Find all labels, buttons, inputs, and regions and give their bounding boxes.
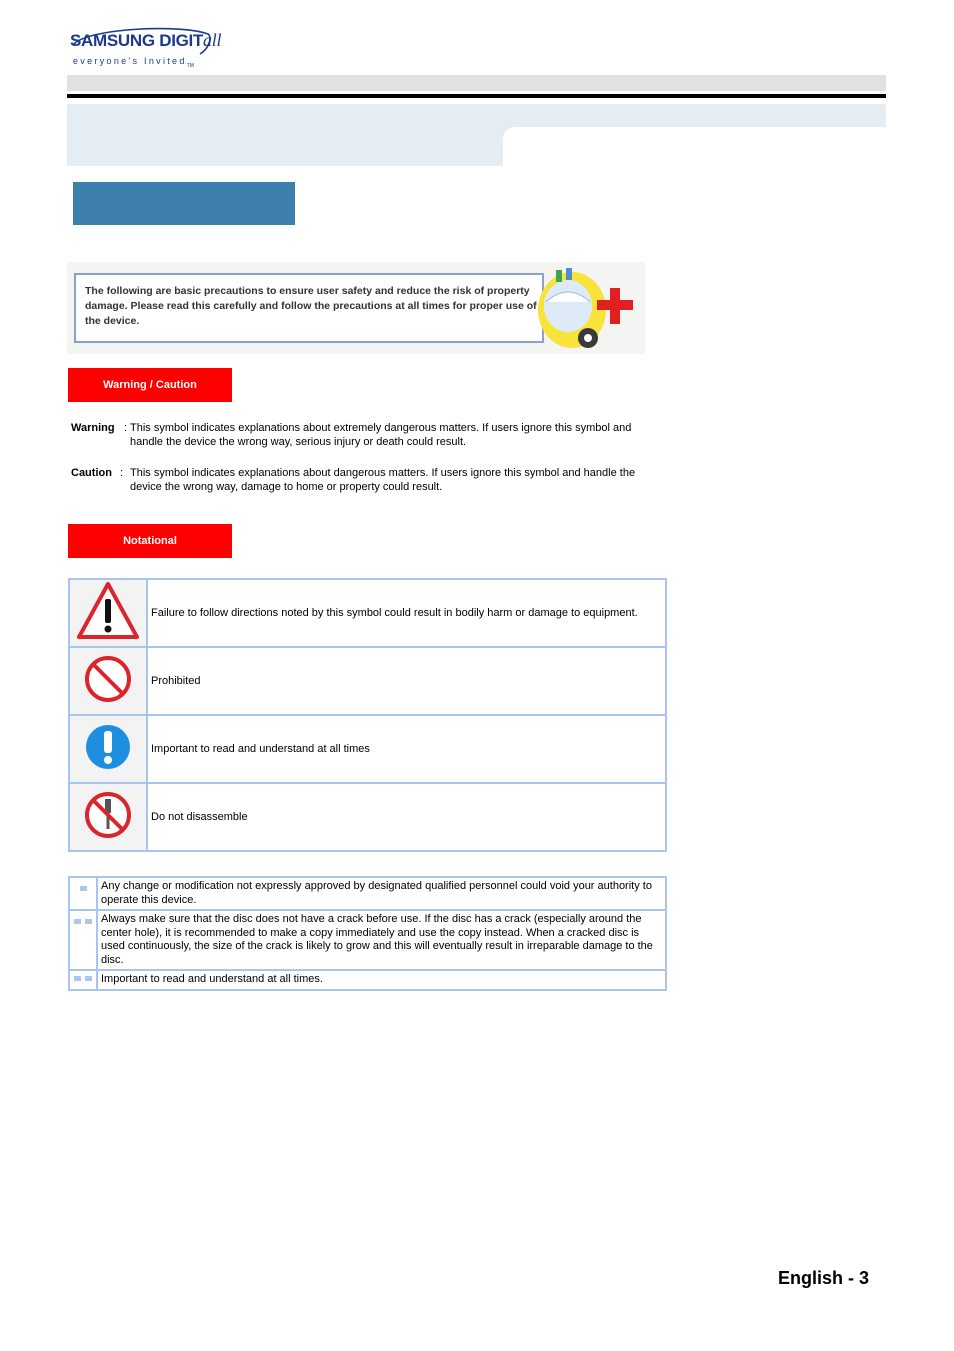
bullet-icon [80,886,87,891]
header-grey-bar [67,75,886,91]
page-number: English - 3 [778,1268,870,1288]
table-row [69,647,666,715]
intro-box [74,273,544,343]
definition-term: Warning [71,422,115,434]
note-bullet-cell [69,877,97,910]
logo-tm: TM [186,62,194,69]
symbol-icon-cell [69,783,147,851]
definition-colon: : [124,422,128,434]
title-band-notch [503,127,886,167]
symbol-icon-cell [69,647,147,715]
note-text: Always make sure that the disc does not have a crack before use. If the disc has a crack (especially around the center hole), it is recommended to make a copy immediately and use the copy instead. When a cracked disc is used continuously, the size of the crack is likely to grow and this will eventually result in irreparable damage to the disc. [97,910,666,970]
definition-colon: : [120,467,124,479]
logo-tagline [73,56,194,69]
samsung-logo [70,26,222,70]
symbol-icon-cell [69,579,147,647]
table-row [69,877,666,910]
logo-wordmark [70,30,221,51]
definition-term: Caution [71,467,112,479]
intro-text: The following are basic precautions to ensure user safety and reduce the risk of property damage. Please read this carefully and follow the precautions at all times for proper use of the device. [85,285,537,327]
warning-triangle-icon [76,581,140,641]
header-rule [67,94,886,98]
definition-caution [71,466,661,508]
symbol-description: Failure to follow directions noted by this symbol could result in bodily harm or damage to equipment. [147,579,666,647]
symbol-description: Do not disassemble [147,783,666,851]
do-not-disassemble-icon [82,789,134,841]
exclamation-icon [83,722,133,772]
logo-tagline-text: everyone's Invited [73,56,187,66]
section-tab [73,182,295,225]
logo-brand-text: SAMSUNG DIGIT [70,31,204,50]
intro-banner [67,262,645,354]
warning-caution-heading: Warning / Caution [68,368,232,402]
table-row [69,783,666,851]
bullet-icon [74,919,92,924]
note-bullet-cell [69,970,97,990]
notational-heading: Notational [68,524,232,558]
table-row [69,579,666,647]
notes-table [68,876,667,991]
symbol-icon-cell [69,715,147,783]
prohibited-icon [82,653,134,705]
table-row [69,910,666,970]
note-bullet-cell [69,910,97,970]
note-text: Important to read and understand at all times. [97,970,666,990]
definition-text: This symbol indicates explanations about extremely dangerous matters. If users ignore this symbol and handle the device the wrong way, serious injury or death could result. [130,422,632,448]
safety-mascot-icon [532,262,645,354]
note-text: Any change or modification not expressly approved by designated qualified personnel could void your authority to operate this device. [97,877,666,910]
symbol-table [68,578,667,852]
bullet-icon [74,976,92,981]
table-row [69,715,666,783]
symbol-description: Important to read and understand at all times [147,715,666,783]
table-row [69,970,666,990]
symbol-description: Prohibited [147,647,666,715]
definition-warning [71,421,661,463]
logo-brand-suffix: all [203,30,222,50]
definition-text: This symbol indicates explanations about dangerous matters. If users ignore this symbol and handle the device the wrong way, damage to home or property could result. [130,467,636,493]
